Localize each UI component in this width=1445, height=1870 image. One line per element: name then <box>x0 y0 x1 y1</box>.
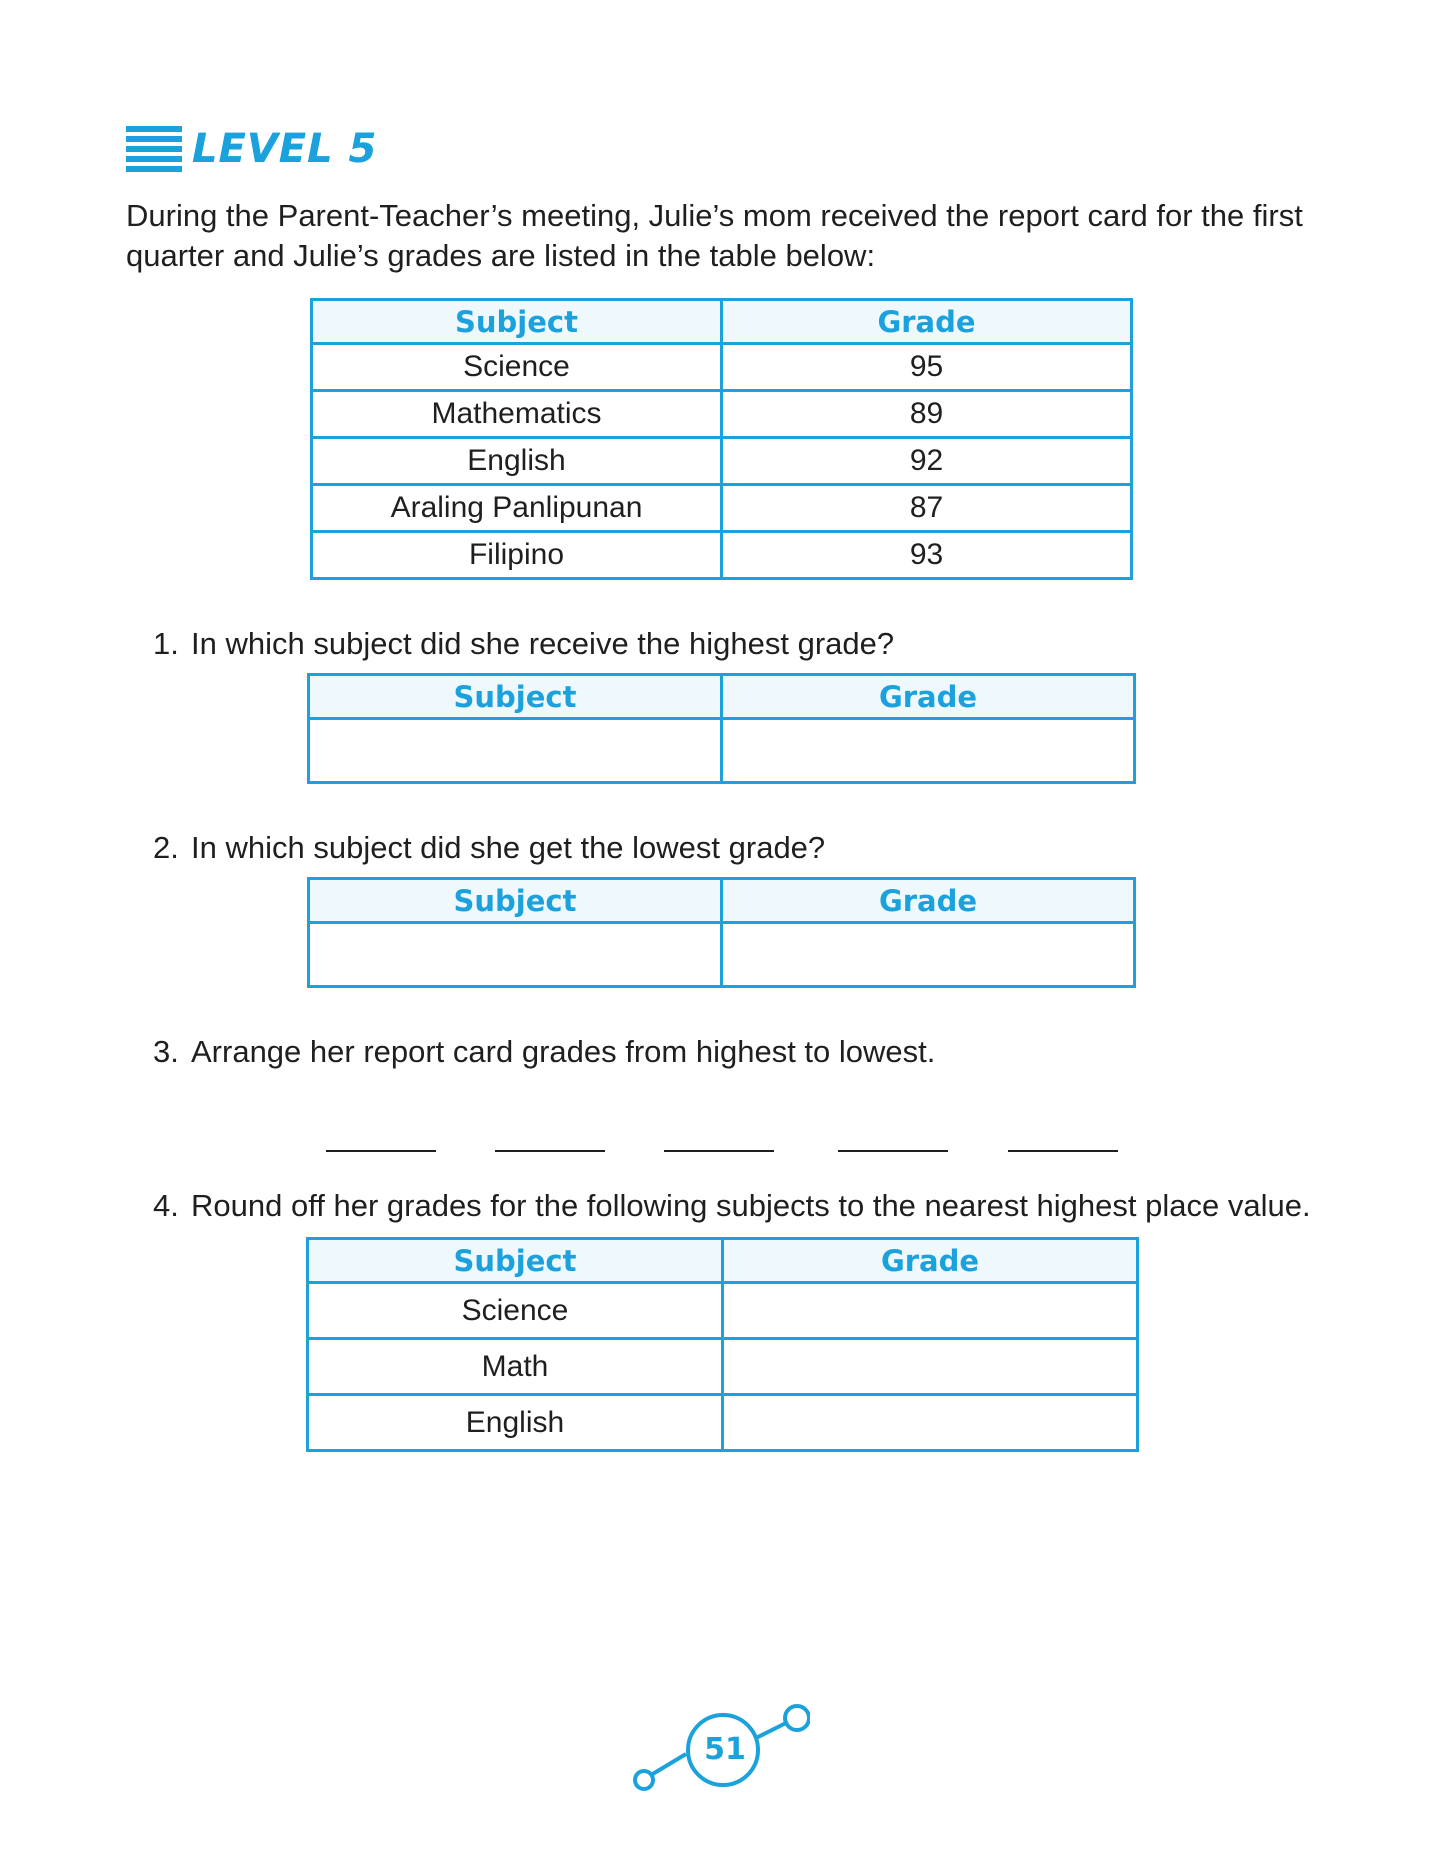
question-text: In which subject did she receive the highest grade? <box>191 626 895 661</box>
question-text: In which subject did she get the lowest grade? <box>191 830 826 865</box>
column-header-subject: Subject <box>309 879 722 923</box>
question-number: 1. <box>153 626 179 661</box>
table-row <box>312 344 1132 391</box>
table-row <box>312 438 1132 485</box>
subject-cell: Science <box>308 1283 723 1339</box>
table-row <box>312 485 1132 532</box>
table-row <box>312 532 1132 579</box>
column-header-grade: Grade <box>722 675 1135 719</box>
question-number: 2. <box>153 830 179 865</box>
subject-cell: English <box>312 438 722 485</box>
answer-grade-cell[interactable] <box>722 719 1135 783</box>
grade-cell: 89 <box>722 391 1132 438</box>
subject-cell: Math <box>308 1339 723 1395</box>
table-header-row <box>308 1239 1138 1283</box>
question-text: Round off her grades for the following subjects to the nearest highest place value. <box>191 1188 1311 1223</box>
answer-grade-cell[interactable] <box>723 1283 1138 1339</box>
table-header-row <box>309 879 1135 923</box>
answer-subject-cell[interactable] <box>309 719 722 783</box>
grade-cell: 87 <box>722 485 1132 532</box>
grade-cell: 95 <box>722 344 1132 391</box>
column-header-subject: Subject <box>309 675 722 719</box>
answer-blank[interactable] <box>495 1150 605 1152</box>
answer-blank[interactable] <box>838 1150 948 1152</box>
answer-grade-cell[interactable] <box>722 923 1135 987</box>
page-number: 51 <box>704 1732 746 1767</box>
level-title: LEVEL 5 <box>192 126 378 172</box>
table-row <box>312 391 1132 438</box>
table-row <box>308 1395 1138 1451</box>
answer-grade-cell[interactable] <box>723 1395 1138 1451</box>
table-header-row <box>312 300 1132 344</box>
column-header-grade: Grade <box>723 1239 1138 1283</box>
stacked-bars-icon <box>126 126 182 172</box>
level-header <box>126 126 377 172</box>
answer-blank[interactable] <box>1008 1150 1118 1152</box>
answer-subject-cell[interactable] <box>309 923 722 987</box>
subject-cell: Filipino <box>312 532 722 579</box>
column-header-grade: Grade <box>722 300 1132 344</box>
column-header-subject: Subject <box>308 1239 723 1283</box>
answer-grade-cell[interactable] <box>723 1339 1138 1395</box>
column-header-subject: Subject <box>312 300 722 344</box>
answer-row <box>309 719 1135 783</box>
question-1 <box>153 624 894 664</box>
question-4 <box>153 1186 1311 1226</box>
question-3 <box>153 1032 935 1072</box>
question-text: Arrange her report card grades from highest to lowest. <box>191 1034 936 1069</box>
answer-row <box>309 923 1135 987</box>
subject-cell: Araling Panlipunan <box>312 485 722 532</box>
grades-table <box>310 298 1133 580</box>
subject-cell: English <box>308 1395 723 1451</box>
question-number: 4. <box>153 1188 179 1223</box>
answer-table-1 <box>307 673 1136 784</box>
grade-cell: 92 <box>722 438 1132 485</box>
table-row <box>308 1283 1138 1339</box>
answer-blank[interactable] <box>326 1150 436 1152</box>
right-node-icon <box>785 1706 809 1730</box>
subject-cell: Mathematics <box>312 391 722 438</box>
answer-blank[interactable] <box>664 1150 774 1152</box>
column-header-grade: Grade <box>722 879 1135 923</box>
answer-table-2 <box>307 877 1136 988</box>
grade-cell: 93 <box>722 532 1132 579</box>
question-number: 3. <box>153 1034 179 1069</box>
table-header-row <box>309 675 1135 719</box>
subject-cell: Science <box>312 344 722 391</box>
question-2 <box>153 828 825 868</box>
table-row <box>308 1339 1138 1395</box>
rounding-table <box>306 1237 1139 1452</box>
intro-paragraph: During the Parent-Teacher’s meeting, Julie’s mom received the report card for the first quarter and Julie’s grades are listed in the table below: <box>126 198 1303 273</box>
